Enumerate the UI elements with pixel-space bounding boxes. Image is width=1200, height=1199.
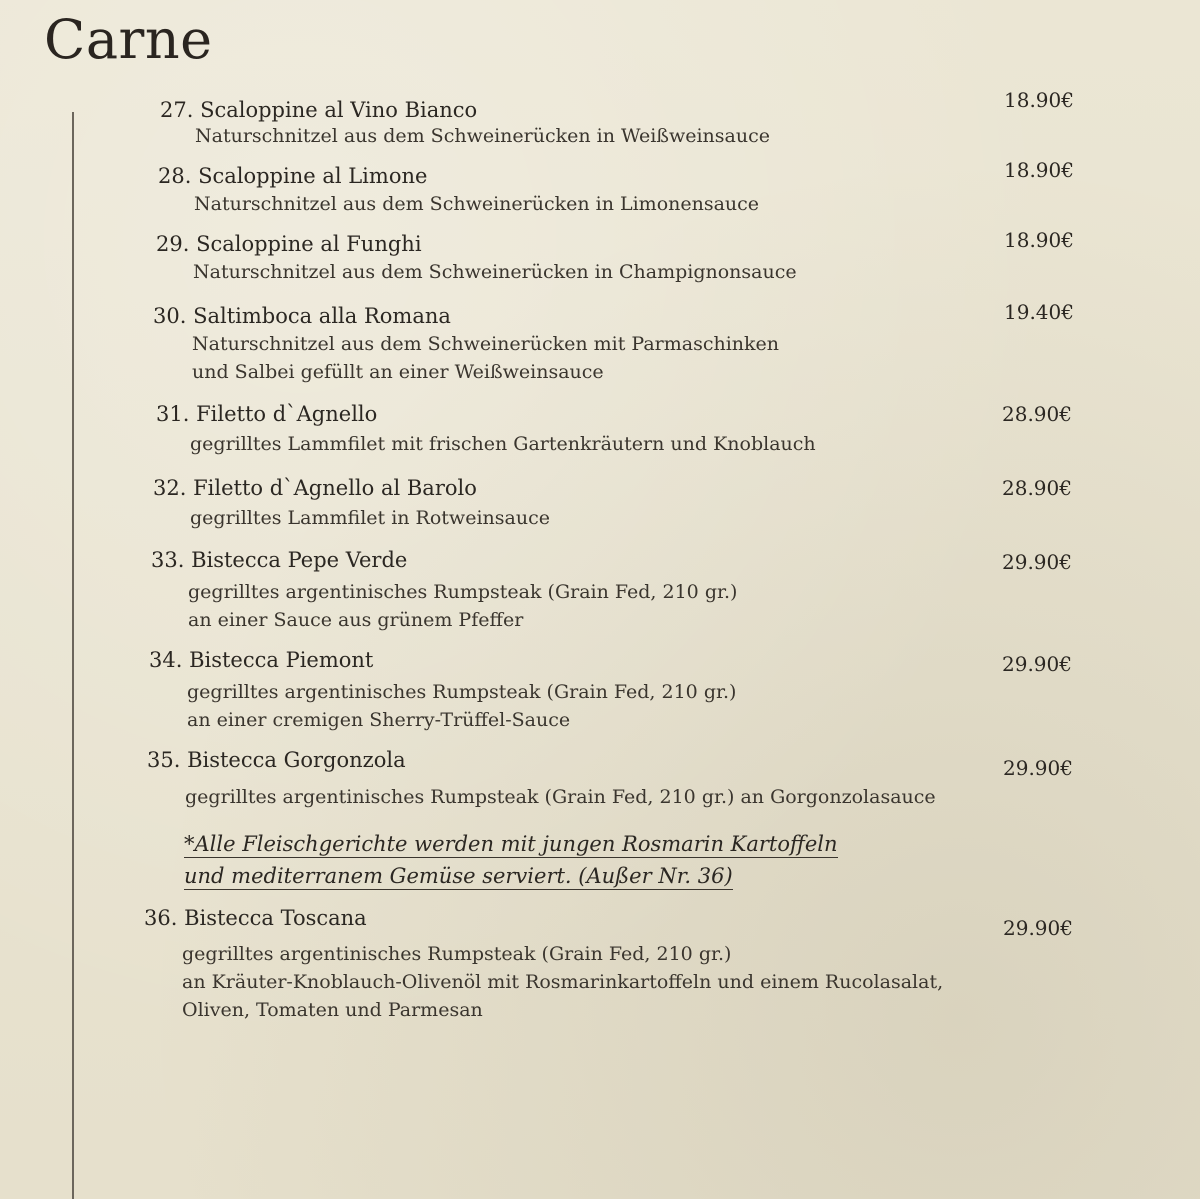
vertical-rule bbox=[72, 112, 74, 1199]
item-description: an einer cremigen Sherry-Trüffel-Sauce bbox=[187, 709, 571, 731]
note-line-1: *Alle Fleischgerichte werden mit jungen Rosmarin Kartoffeln bbox=[184, 832, 838, 856]
item-name: 34. Bistecca Piemont bbox=[149, 648, 374, 672]
item-description: Naturschnitzel aus dem Schweinerücken in Champignonsauce bbox=[193, 261, 797, 283]
item-name: 35. Bistecca Gorgonzola bbox=[147, 748, 406, 772]
item-description: Naturschnitzel aus dem Schweinerücken mit Parmaschinken bbox=[192, 333, 780, 355]
item-description: Naturschnitzel aus dem Schweinerücken in Limonensauce bbox=[194, 193, 760, 215]
item-description: Oliven, Tomaten und Parmesan bbox=[182, 999, 483, 1021]
item-price: 29.90€ bbox=[1003, 756, 1073, 780]
item-price: 29.90€ bbox=[1002, 550, 1072, 574]
item-name: 29. Scaloppine al Funghi bbox=[156, 232, 422, 256]
item-description: und Salbei gefüllt an einer Weißweinsauce bbox=[192, 361, 604, 383]
item-price: 19.40€ bbox=[1004, 300, 1074, 324]
item-description: gegrilltes argentinisches Rumpsteak (Grain Fed, 210 gr.) an Gorgonzolasauce bbox=[185, 786, 936, 808]
item-description: gegrilltes Lammfilet mit frischen Gartenkräutern und Knoblauch bbox=[190, 433, 816, 455]
item-price: 18.90€ bbox=[1004, 158, 1074, 182]
item-price: 18.90€ bbox=[1004, 228, 1074, 252]
item-name: 28. Scaloppine al Limone bbox=[158, 164, 428, 188]
item-name: 30. Saltimboca alla Romana bbox=[153, 304, 451, 328]
item-price: 29.90€ bbox=[1003, 916, 1073, 940]
item-description: Naturschnitzel aus dem Schweinerücken in Weißweinsauce bbox=[195, 125, 770, 147]
item-price: 18.90€ bbox=[1004, 88, 1074, 112]
item-name: 32. Filetto d`Agnello al Barolo bbox=[153, 476, 477, 500]
item-description: gegrilltes Lammfilet in Rotweinsauce bbox=[190, 507, 550, 529]
item-description: gegrilltes argentinisches Rumpsteak (Grain Fed, 210 gr.) bbox=[182, 943, 732, 965]
item-price: 28.90€ bbox=[1002, 402, 1072, 426]
item-price: 29.90€ bbox=[1002, 652, 1072, 676]
note-line-2: und mediterranem Gemüse serviert. (Außer Nr. 36) bbox=[184, 864, 733, 888]
item-description: an einer Sauce aus grünem Pfeffer bbox=[188, 609, 524, 631]
section-title: Carne bbox=[44, 8, 213, 71]
item-price: 28.90€ bbox=[1002, 476, 1072, 500]
item-name: 33. Bistecca Pepe Verde bbox=[151, 548, 408, 572]
item-description: gegrilltes argentinisches Rumpsteak (Grain Fed, 210 gr.) bbox=[187, 681, 737, 703]
item-name: 31. Filetto d`Agnello bbox=[156, 402, 378, 426]
item-description: gegrilltes argentinisches Rumpsteak (Grain Fed, 210 gr.) bbox=[188, 581, 738, 603]
item-name: 27. Scaloppine al Vino Bianco bbox=[160, 98, 478, 122]
item-description: an Kräuter-Knoblauch-Olivenöl mit Rosmarinkartoffeln und einem Rucolasalat, bbox=[182, 971, 944, 993]
item-name: 36. Bistecca Toscana bbox=[144, 906, 367, 930]
side-dish-note bbox=[184, 828, 838, 892]
